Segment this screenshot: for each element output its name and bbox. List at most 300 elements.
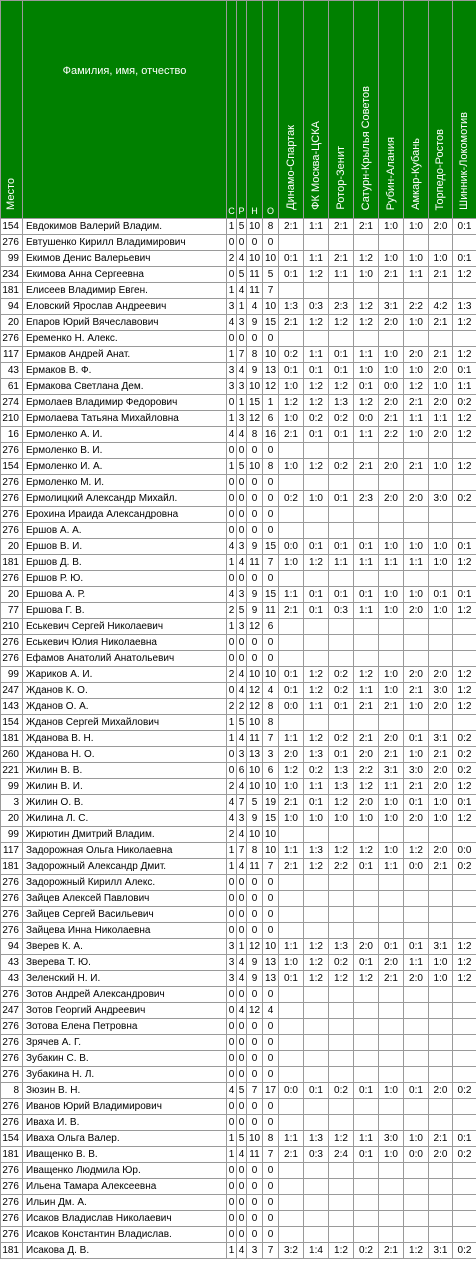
prediction-cell [404, 987, 429, 1003]
prediction-cell: 1:0 [379, 667, 404, 683]
prediction-cell: 3:0 [429, 683, 453, 699]
draws-cell: 2 [237, 699, 247, 715]
prediction-cell [404, 635, 429, 651]
losses-cell: 0 [247, 635, 263, 651]
prediction-cell [429, 1195, 453, 1211]
prediction-cell [453, 523, 476, 539]
prediction-cell [304, 1019, 329, 1035]
losses-cell: 12 [247, 939, 263, 955]
wins-cell: 1 [227, 1131, 237, 1147]
table-row [1, 1147, 476, 1163]
prediction-cell: 1:2 [453, 779, 476, 795]
place-cell: 276 [1, 1019, 23, 1035]
prediction-cell: 1:0 [429, 603, 453, 619]
prediction-cell: 2:0 [404, 347, 429, 363]
prediction-cell [354, 987, 379, 1003]
prediction-cell: 0:2 [453, 1243, 476, 1259]
table-row [1, 635, 476, 651]
prediction-cell: 1:3 [329, 779, 354, 795]
prediction-cell [329, 1227, 354, 1243]
place-cell: 181 [1, 1147, 23, 1163]
name-cell: Ермоленко В. И. [23, 443, 227, 459]
place-cell: 276 [1, 1163, 23, 1179]
prediction-cell [304, 715, 329, 731]
points-cell: 16 [263, 427, 279, 443]
name-cell: Исаков Константин Владислав. [23, 1227, 227, 1243]
prediction-cell [329, 571, 354, 587]
prediction-cell [379, 1019, 404, 1035]
prediction-cell: 0:2 [329, 1083, 354, 1099]
header-match-5 [379, 1, 404, 219]
prediction-cell: 0:2 [354, 1243, 379, 1259]
prediction-cell [329, 283, 354, 299]
points-cell: 0 [263, 475, 279, 491]
name-cell: Зверев К. А. [23, 939, 227, 955]
prediction-cell: 3:0 [404, 763, 429, 779]
prediction-cell: 1:2 [329, 1243, 354, 1259]
wins-cell: 0 [227, 1051, 237, 1067]
prediction-cell: 0:1 [453, 251, 476, 267]
prediction-cell [453, 907, 476, 923]
prediction-cell: 2:0 [429, 1147, 453, 1163]
prediction-cell [379, 635, 404, 651]
prediction-cell: 2:1 [329, 251, 354, 267]
prediction-cell: 1:0 [304, 811, 329, 827]
table-row [1, 1115, 476, 1131]
prediction-cell: 0:1 [329, 699, 354, 715]
prediction-cell [304, 1003, 329, 1019]
prediction-cell [304, 1115, 329, 1131]
prediction-cell [429, 283, 453, 299]
header-wins-label: С [228, 206, 235, 216]
draws-cell: 0 [237, 1115, 247, 1131]
losses-cell: 9 [247, 971, 263, 987]
table-row [1, 1067, 476, 1083]
prediction-cell: 1:0 [429, 251, 453, 267]
prediction-cell [453, 1019, 476, 1035]
losses-cell: 0 [247, 507, 263, 523]
place-cell: 276 [1, 491, 23, 507]
points-cell: 6 [263, 619, 279, 635]
name-cell: Зрячев А. Г. [23, 1035, 227, 1051]
prediction-cell [429, 1035, 453, 1051]
draws-cell: 4 [237, 827, 247, 843]
place-cell: 276 [1, 1211, 23, 1227]
prediction-cell [279, 907, 304, 923]
draws-cell: 3 [237, 811, 247, 827]
losses-cell: 11 [247, 1147, 263, 1163]
table-row [1, 827, 476, 843]
losses-cell: 9 [247, 539, 263, 555]
prediction-cell: 1:0 [404, 747, 429, 763]
prediction-cell: 1:0 [354, 363, 379, 379]
prediction-cell [404, 331, 429, 347]
header-match-8 [453, 1, 476, 219]
prediction-cell [279, 507, 304, 523]
points-cell: 0 [263, 651, 279, 667]
prediction-cell: 1:0 [404, 1131, 429, 1147]
prediction-cell: 2:1 [429, 859, 453, 875]
prediction-cell: 1:2 [304, 555, 329, 571]
draws-cell: 0 [237, 1195, 247, 1211]
prediction-cell: 1:1 [379, 859, 404, 875]
draws-cell: 0 [237, 651, 247, 667]
prediction-cell: 1:1 [279, 587, 304, 603]
table-row [1, 603, 476, 619]
draws-cell: 6 [237, 763, 247, 779]
prediction-cell: 1:1 [304, 251, 329, 267]
losses-cell: 9 [247, 587, 263, 603]
name-cell: Ильена Тамара Алексеевна [23, 1179, 227, 1195]
losses-cell: 0 [247, 571, 263, 587]
prediction-cell [429, 1227, 453, 1243]
table-row [1, 571, 476, 587]
table-row [1, 619, 476, 635]
wins-cell: 0 [227, 235, 237, 251]
prediction-cell [429, 1099, 453, 1115]
prediction-cell: 1:2 [453, 267, 476, 283]
draws-cell: 4 [237, 667, 247, 683]
table-row [1, 363, 476, 379]
draws-cell: 0 [237, 907, 247, 923]
points-cell: 7 [263, 555, 279, 571]
losses-cell: 11 [247, 283, 263, 299]
prediction-cell: 2:1 [404, 779, 429, 795]
prediction-cell: 1:1 [453, 379, 476, 395]
prediction-cell [354, 891, 379, 907]
prediction-cell: 1:2 [304, 955, 329, 971]
points-cell: 0 [263, 1195, 279, 1211]
place-cell: 276 [1, 1195, 23, 1211]
place-cell: 276 [1, 1035, 23, 1051]
prediction-cell [404, 1003, 429, 1019]
points-cell: 13 [263, 955, 279, 971]
table-row [1, 667, 476, 683]
table-row [1, 715, 476, 731]
name-cell: Задорожный Кирилл Алекс. [23, 875, 227, 891]
table-row [1, 891, 476, 907]
points-cell: 5 [263, 267, 279, 283]
prediction-cell [279, 571, 304, 587]
prediction-cell [429, 619, 453, 635]
losses-cell: 0 [247, 1211, 263, 1227]
name-cell: Зюзин В. Н. [23, 1083, 227, 1099]
prediction-cell: 0:2 [329, 683, 354, 699]
prediction-cell: 2:1 [354, 731, 379, 747]
wins-cell: 1 [227, 555, 237, 571]
prediction-cell: 2:1 [329, 219, 354, 235]
losses-cell: 12 [247, 411, 263, 427]
prediction-cell [329, 235, 354, 251]
prediction-cell [453, 1179, 476, 1195]
points-cell: 10 [263, 939, 279, 955]
place-cell: 181 [1, 555, 23, 571]
place-cell: 276 [1, 1179, 23, 1195]
prediction-cell [279, 443, 304, 459]
prediction-cell [379, 571, 404, 587]
table-row [1, 1227, 476, 1243]
prediction-cell [379, 443, 404, 459]
place-cell: 117 [1, 843, 23, 859]
name-cell: Епаров Юрий Вячеславович [23, 315, 227, 331]
prediction-cell [354, 523, 379, 539]
prediction-cell [279, 987, 304, 1003]
table-row [1, 1131, 476, 1147]
prediction-cell: 2:1 [379, 1243, 404, 1259]
prediction-cell [304, 1067, 329, 1083]
table-row [1, 795, 476, 811]
points-cell: 10 [263, 251, 279, 267]
wins-cell: 0 [227, 523, 237, 539]
prediction-cell [279, 283, 304, 299]
points-cell: 0 [263, 235, 279, 251]
prediction-cell [354, 475, 379, 491]
place-cell: 117 [1, 347, 23, 363]
losses-cell: 10 [247, 219, 263, 235]
prediction-cell: 1:1 [354, 555, 379, 571]
prediction-cell: 2:1 [379, 747, 404, 763]
points-cell: 0 [263, 635, 279, 651]
prediction-cell: 3:2 [279, 1243, 304, 1259]
prediction-cell [429, 923, 453, 939]
prediction-cell [279, 1019, 304, 1035]
prediction-cell: 1:0 [279, 411, 304, 427]
place-cell: 99 [1, 779, 23, 795]
prediction-cell: 2:0 [429, 427, 453, 443]
prediction-cell: 0:1 [329, 363, 354, 379]
draws-cell: 4 [237, 859, 247, 875]
prediction-cell [429, 1115, 453, 1131]
points-cell: 0 [263, 523, 279, 539]
points-cell: 1 [263, 395, 279, 411]
prediction-cell: 0:0 [404, 859, 429, 875]
losses-cell: 10 [247, 779, 263, 795]
prediction-cell [429, 635, 453, 651]
wins-cell: 3 [227, 379, 237, 395]
header-points-label: О [266, 206, 274, 216]
losses-cell: 5 [247, 795, 263, 811]
losses-cell: 12 [247, 1003, 263, 1019]
prediction-cell [379, 875, 404, 891]
points-cell: 8 [263, 715, 279, 731]
draws-cell: 0 [237, 475, 247, 491]
losses-cell: 12 [247, 699, 263, 715]
table-row [1, 235, 476, 251]
prediction-cell: 1:0 [379, 1147, 404, 1163]
prediction-cell: 2:0 [279, 747, 304, 763]
prediction-cell [329, 523, 354, 539]
prediction-cell: 0:1 [279, 971, 304, 987]
name-cell: Жилин В. В. [23, 763, 227, 779]
points-cell: 7 [263, 731, 279, 747]
losses-cell: 0 [247, 1019, 263, 1035]
prediction-cell [354, 827, 379, 843]
prediction-cell [429, 331, 453, 347]
points-cell: 15 [263, 315, 279, 331]
prediction-cell: 1:2 [354, 971, 379, 987]
prediction-cell: 2:0 [404, 491, 429, 507]
prediction-cell [453, 507, 476, 523]
prediction-cell: 1:0 [404, 251, 429, 267]
draws-cell: 0 [237, 1211, 247, 1227]
header-place [1, 1, 23, 219]
prediction-cell [279, 1115, 304, 1131]
wins-cell: 1 [227, 283, 237, 299]
prediction-cell: 2:1 [404, 683, 429, 699]
wins-cell: 1 [227, 859, 237, 875]
name-cell: Исакова Д. В. [23, 1243, 227, 1259]
losses-cell: 9 [247, 315, 263, 331]
header-match-6 [404, 1, 429, 219]
name-cell: Екимова Анна Сергеевна [23, 267, 227, 283]
table-row [1, 459, 476, 475]
prediction-cell: 2:1 [279, 315, 304, 331]
prediction-cell: 2:0 [379, 315, 404, 331]
name-cell: Ершов В. И. [23, 539, 227, 555]
prediction-cell: 1:2 [453, 555, 476, 571]
name-cell: Еськевич Сергей Николаевич [23, 619, 227, 635]
prediction-cell [279, 1163, 304, 1179]
prediction-cell [354, 1067, 379, 1083]
wins-cell: 1 [227, 1147, 237, 1163]
prediction-cell [404, 715, 429, 731]
prediction-cell: 1:2 [453, 683, 476, 699]
losses-cell: 0 [247, 491, 263, 507]
prediction-cell: 1:0 [379, 363, 404, 379]
prediction-cell: 1:0 [429, 555, 453, 571]
draws-cell: 4 [237, 731, 247, 747]
prediction-cell: 1:2 [304, 667, 329, 683]
prediction-cell: 1:1 [354, 347, 379, 363]
prediction-cell: 0:2 [329, 459, 354, 475]
prediction-cell: 1:2 [453, 459, 476, 475]
table-row [1, 1099, 476, 1115]
losses-cell: 10 [247, 379, 263, 395]
table-row [1, 395, 476, 411]
prediction-cell [329, 635, 354, 651]
prediction-cell: 2:0 [429, 1083, 453, 1099]
points-cell: 0 [263, 507, 279, 523]
prediction-cell: 2:1 [379, 971, 404, 987]
draws-cell: 0 [237, 635, 247, 651]
name-cell: Еловский Ярослав Андреевич [23, 299, 227, 315]
points-cell: 8 [263, 219, 279, 235]
points-cell: 13 [263, 363, 279, 379]
draws-cell: 4 [237, 1147, 247, 1163]
prediction-cell [304, 235, 329, 251]
points-cell: 0 [263, 923, 279, 939]
place-cell: 276 [1, 891, 23, 907]
wins-cell: 0 [227, 1195, 237, 1211]
place-cell: 181 [1, 283, 23, 299]
prediction-cell [304, 1227, 329, 1243]
name-cell: Зотов Андрей Александрович [23, 987, 227, 1003]
points-cell: 11 [263, 603, 279, 619]
prediction-cell: 2:1 [429, 267, 453, 283]
table-row [1, 331, 476, 347]
prediction-cell [404, 283, 429, 299]
place-cell: 181 [1, 859, 23, 875]
prediction-cell: 0:2 [453, 747, 476, 763]
header-place-label: Место [5, 178, 17, 210]
header-fio: Фамилия, имя, отчество [23, 1, 227, 219]
points-cell: 0 [263, 1035, 279, 1051]
prediction-cell: 0:1 [429, 587, 453, 603]
prediction-cell: 1:0 [379, 1083, 404, 1099]
prediction-cell [453, 715, 476, 731]
table-row [1, 267, 476, 283]
prediction-cell [404, 907, 429, 923]
prediction-cell [304, 283, 329, 299]
name-cell: Ершов Д. В. [23, 555, 227, 571]
name-cell: Зотова Елена Петровна [23, 1019, 227, 1035]
prediction-cell [329, 443, 354, 459]
prediction-cell [453, 651, 476, 667]
prediction-cell [379, 1179, 404, 1195]
prediction-cell [379, 907, 404, 923]
prediction-cell [453, 827, 476, 843]
prediction-cell: 0:1 [304, 587, 329, 603]
points-cell: 0 [263, 1019, 279, 1035]
prediction-cell [329, 507, 354, 523]
place-cell: 154 [1, 715, 23, 731]
prediction-cell: 0:2 [453, 395, 476, 411]
place-cell: 8 [1, 1083, 23, 1099]
prediction-cell: 0:2 [304, 763, 329, 779]
prediction-cell: 4:2 [429, 299, 453, 315]
table-row [1, 219, 476, 235]
prediction-cell [404, 475, 429, 491]
prediction-cell [279, 715, 304, 731]
losses-cell: 0 [247, 987, 263, 1003]
points-cell: 7 [263, 283, 279, 299]
place-cell: 20 [1, 811, 23, 827]
prediction-cell: 1:1 [354, 603, 379, 619]
prediction-cell: 1:0 [404, 427, 429, 443]
table-row [1, 859, 476, 875]
prediction-cell: 2:1 [404, 459, 429, 475]
prediction-cell [429, 571, 453, 587]
prediction-cell [429, 875, 453, 891]
prediction-cell: 1:1 [379, 555, 404, 571]
wins-cell: 4 [227, 427, 237, 443]
prediction-cell: 1:0 [379, 811, 404, 827]
prediction-cell: 3:0 [429, 491, 453, 507]
prediction-cell: 0:1 [329, 587, 354, 603]
name-cell: Ермолаев Владимир Федорович [23, 395, 227, 411]
wins-cell: 0 [227, 331, 237, 347]
prediction-cell [279, 1051, 304, 1067]
name-cell: Задорожная Ольга Николаевна [23, 843, 227, 859]
prediction-cell [279, 619, 304, 635]
draws-cell: 0 [237, 491, 247, 507]
header-match-1 [279, 1, 304, 219]
place-cell: 43 [1, 971, 23, 987]
prediction-cell [404, 1099, 429, 1115]
wins-cell: 1 [227, 459, 237, 475]
prediction-cell [429, 651, 453, 667]
draws-cell: 4 [237, 779, 247, 795]
prediction-cell: 1:2 [329, 315, 354, 331]
table-row [1, 731, 476, 747]
wins-cell: 1 [227, 715, 237, 731]
place-cell: 43 [1, 955, 23, 971]
wins-cell: 1 [227, 347, 237, 363]
prediction-cell: 0:1 [329, 539, 354, 555]
prediction-cell [279, 1003, 304, 1019]
losses-cell: 10 [247, 715, 263, 731]
prediction-cell [453, 619, 476, 635]
